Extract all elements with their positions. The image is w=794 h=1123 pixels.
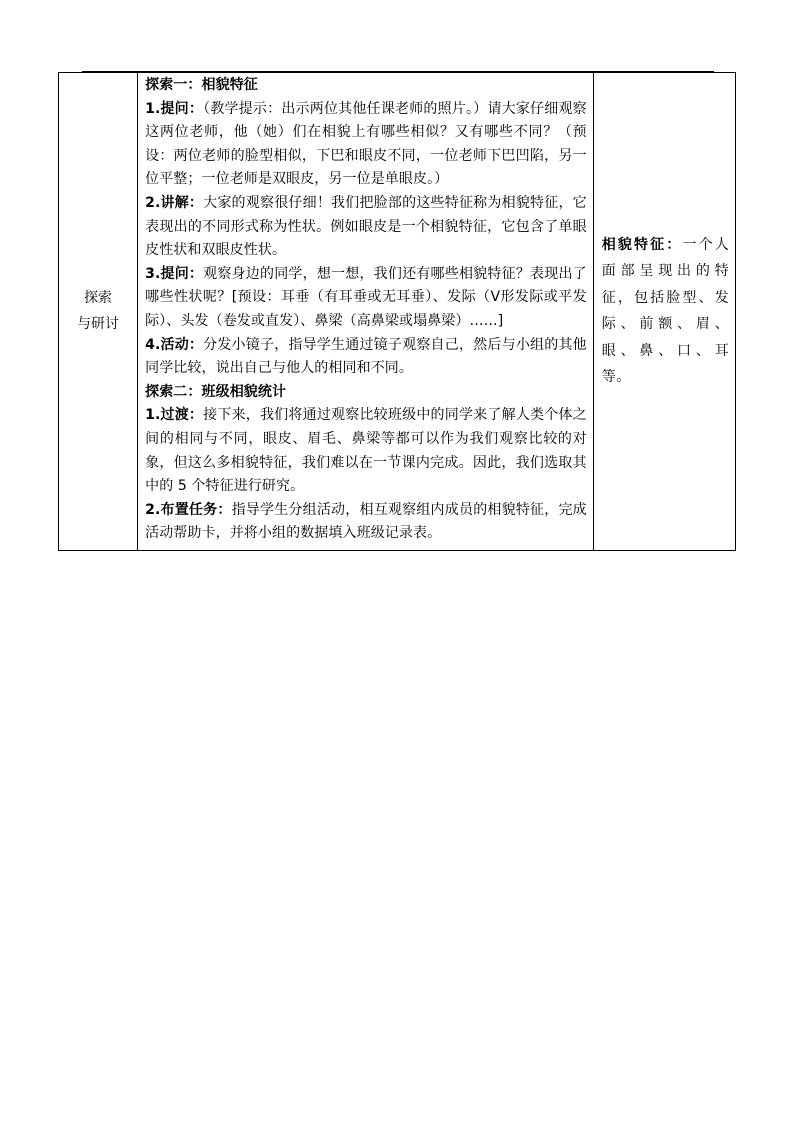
content-cell [138,73,594,551]
note-lead: 相貌特征： [601,236,683,253]
item-2-lead: 2.讲解： [145,194,204,211]
item-2-text: 大家的观察很仔细！我们把脸部的这些特征称为相貌特征，它表现出的不同形式称为性状。例如眼皮是一个相貌特征，它包含了单眼皮性状和双眼皮性状。 [145,194,587,259]
item-4 [145,334,587,381]
item-3-text: 观察身边的同学，想一想，我们还有哪些相貌特征？表现出了哪些性状呢？[预设：耳垂（有耳垂或无耳垂）、发际（V形发际或平发际）、头发（卷发或直发）、鼻梁（高鼻梁或塌鼻梁）……] [145,265,587,329]
item-5-text: 接下来，我们将通过观察比较班级中的同学来了解人类个体之间的相同与不同，眼皮、眉毛、鼻梁等都可以作为我们观察比较的对象，但这么多相貌特征，我们难以在一节课内完成。因此，我们选取其中的 5 个特征进行研究。 [145,407,587,495]
item-4-text: 分发小镜子，指导学生通过镜子观察自己，然后与小组的其他同学比较，说出自己与他人的相同和不同。 [145,336,587,377]
section1-heading: 探索一：相貌特征 [145,77,258,93]
table-row [59,73,736,551]
item-3 [145,263,587,334]
item-1 [145,98,587,192]
item-1-lead: 1.提问： [145,100,204,117]
stage-label-line1: 探索 [84,290,113,307]
section2-heading: 探索二：班级相貌统计 [145,383,287,400]
item-3-lead: 3.提问： [145,265,204,282]
stage-label-line2: 与研讨 [77,316,120,333]
stage-cell [59,73,138,551]
item-2 [145,192,587,263]
note-text: 一个人面部呈现出的特征，包括脸型、发际、前额、眉、眼、鼻、口、耳等。 [601,236,729,386]
item-5-lead: 1.过渡： [145,407,204,424]
note-cell [593,73,735,551]
item-5 [145,404,587,498]
item-6-lead: 2.布置任务： [145,501,232,518]
item-1-text: （教学提示：出示两位其他任课老师的照片。）请大家仔细观察这两位老师，他（她）们在相貌上有哪些相似？又有哪些不同？（预设：两位老师的脸型相似，下巴和眼皮不同，一位老师下巴凹陷，另一位平整；一位老师是双眼皮，另一位是单眼皮。） [145,100,587,188]
item-6 [145,499,587,546]
lesson-table [58,72,736,551]
item-4-lead: 4.活动： [145,336,204,353]
item-6-text: 指导学生分组活动，相互观察组内成员的相貌特征，完成活动帮助卡，并将小组的数据填入班级记录表。 [145,501,587,542]
